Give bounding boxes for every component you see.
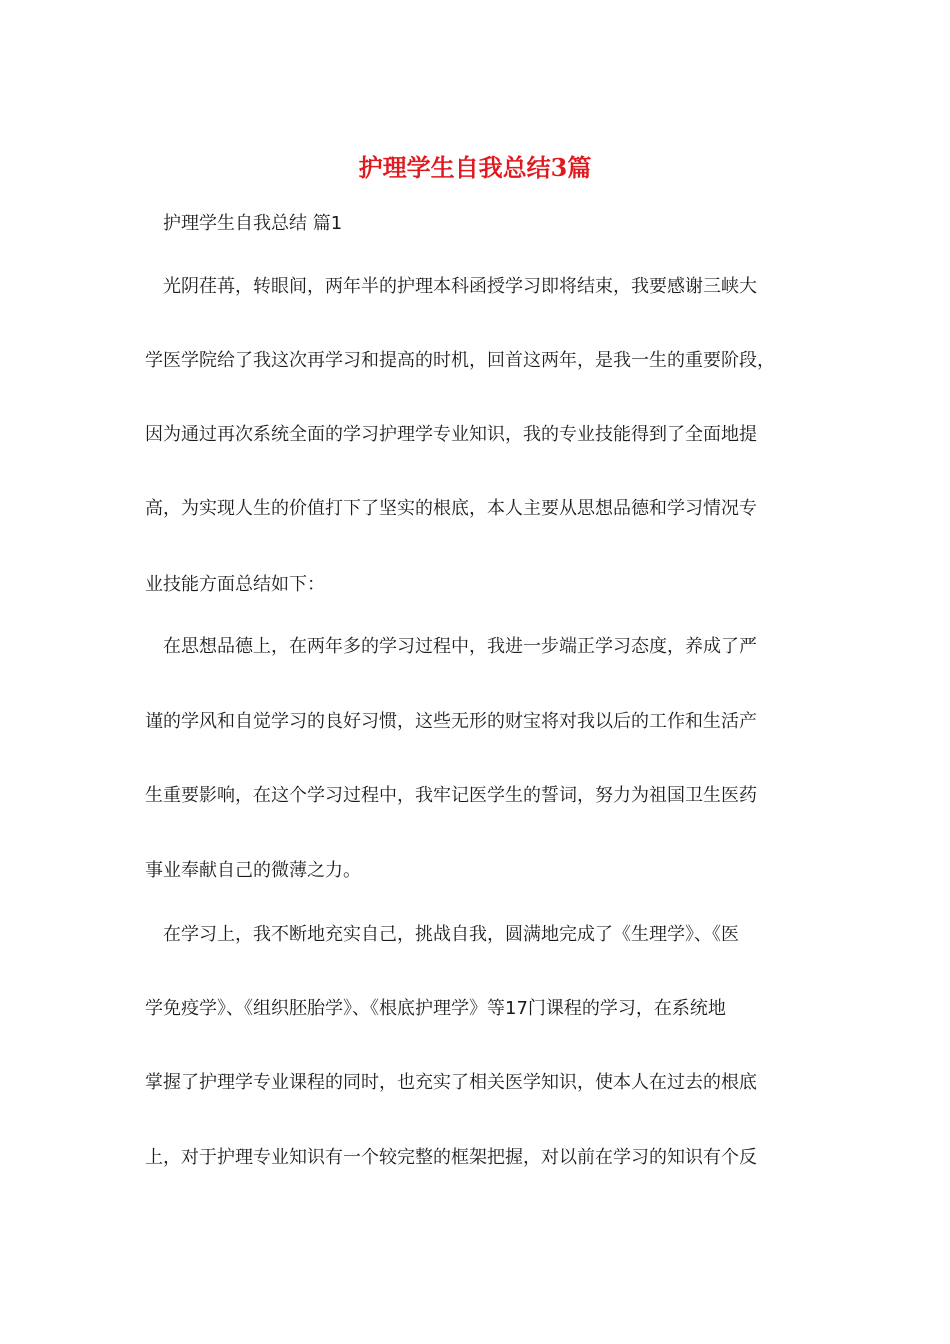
paragraph-line: 高，为实现人生的价值打下了坚实的根底，本人主要从思想品德和学习情况专 bbox=[145, 498, 757, 519]
paragraph-line: 掌握了护理学专业课程的同时，也充实了相关医学知识，使本人在过去的根底 bbox=[145, 1072, 757, 1093]
paragraph-line: 上，对于护理专业知识有一个较完整的框架把握，对以前在学习的知识有个反 bbox=[145, 1147, 757, 1168]
paragraph-line: 光阴荏苒，转眼间，两年半的护理本科函授学习即将结束，我要感谢三峡大 bbox=[163, 276, 757, 297]
paragraph-line: 在学习上，我不断地充实自己，挑战自我，圆满地完成了《生理学》、《医 bbox=[163, 924, 739, 945]
document-title: 护理学生自我总结3篇 bbox=[358, 153, 592, 182]
paragraph-line: 业技能方面总结如下： bbox=[145, 574, 325, 595]
paragraph-line: 谨的学风和自觉学习的良好习惯，这些无形的财宝将对我以后的工作和生活产 bbox=[145, 711, 757, 732]
paragraph-line: 生重要影响，在这个学习过程中，我牢记医学生的誓词，努力为祖国卫生医药 bbox=[145, 785, 757, 806]
paragraph-line: 因为通过再次系统全面的学习护理学专业知识，我的专业技能得到了全面地提 bbox=[145, 424, 757, 445]
section-heading: 护理学生自我总结 篇1 bbox=[163, 213, 343, 234]
paragraph-line: 事业奉献自己的微薄之力。 bbox=[145, 860, 361, 881]
paragraph-line: 学免疫学》、《组织胚胎学》、《根底护理学》等17门课程的学习，在系统地 bbox=[145, 998, 726, 1019]
paragraph-line: 学医学院给了我这次再学习和提高的时机，回首这两年，是我一生的重要阶段， bbox=[145, 350, 775, 371]
paragraph-line: 在思想品德上，在两年多的学习过程中，我进一步端正学习态度，养成了严 bbox=[163, 636, 757, 657]
